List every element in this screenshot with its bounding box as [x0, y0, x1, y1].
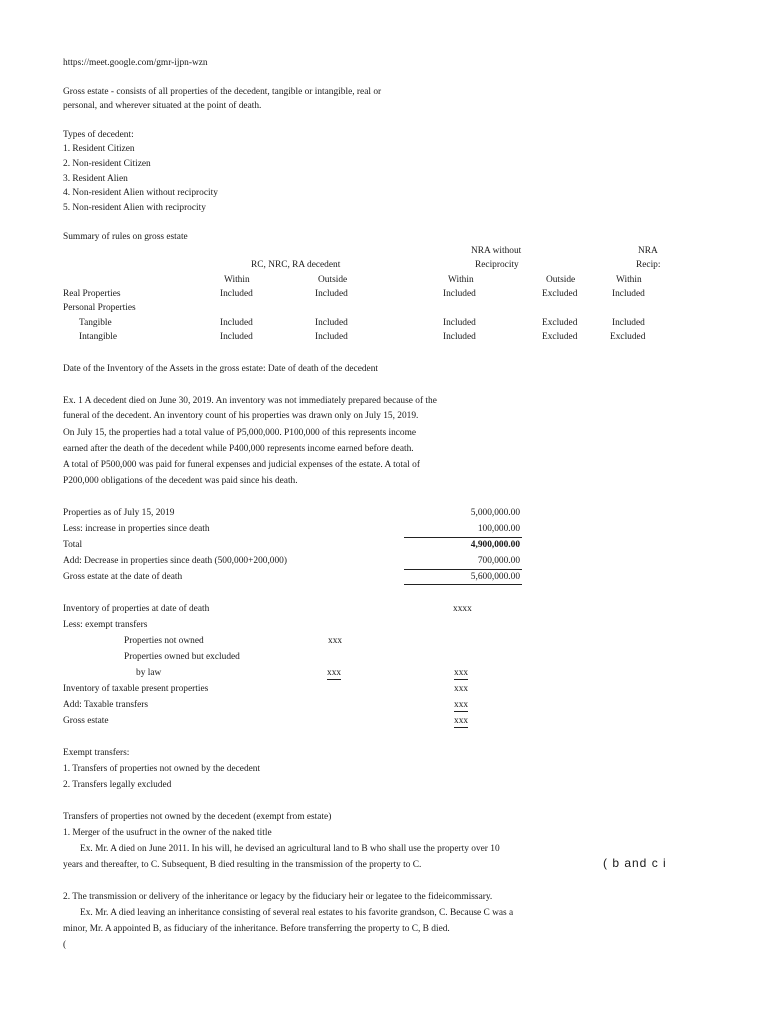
section-heading: Transfers of properties not owned by the decedent (exempt from estate) — [63, 812, 332, 822]
computation-label: Properties as of July 15, 2019 — [63, 508, 175, 518]
exempt-item: 2. Transfers legally excluded — [63, 780, 172, 790]
exempt-heading: Exempt transfers: — [63, 748, 130, 758]
example1-line: P200,000 obligations of the decedent was paid since his death. — [63, 476, 298, 486]
side-note: ( b and c i — [603, 856, 667, 870]
cell: Included — [220, 289, 253, 299]
format-amount: xxx — [328, 636, 343, 646]
col-within: Within — [448, 275, 474, 285]
computation-label: Total — [63, 540, 83, 550]
cell: Included — [443, 318, 476, 328]
example1-line: Ex. 1 A decedent died on June 30, 2019. An inventory was not immediately prepared because of the — [63, 396, 437, 406]
example-line: years and thereafter, to C. Subsequent, B died resulting in the transmission of the property to C. — [63, 860, 422, 870]
group-nra-recip-line2: Recip: — [636, 260, 661, 270]
cell: Included — [220, 332, 253, 342]
row-label: Intangible — [79, 332, 118, 342]
subtotal-rule — [404, 569, 522, 570]
computation-amount: 5,000,000.00 — [470, 508, 520, 518]
definition-line-2: personal, and wherever situated at the point of death. — [63, 101, 262, 111]
col-outside: Outside — [546, 275, 576, 285]
cell: Excluded — [542, 318, 578, 328]
example-line: minor, Mr. A appointed B, as fiduciary of the inheritance. Before transferring the property to C, B died. — [63, 924, 450, 934]
cell: Included — [612, 289, 645, 299]
type-item: 4. Non-resident Alien without reciprocity — [63, 188, 218, 198]
row-label: Personal Properties — [63, 303, 136, 313]
col-within: Within — [224, 275, 250, 285]
computation-amount: 5,600,000.00 — [470, 572, 520, 582]
format-amount: xxx — [327, 669, 341, 680]
group-nra-without-line2: Reciprocity — [475, 260, 519, 270]
summary-title: Summary of rules on gross estate — [63, 232, 188, 242]
types-heading: Types of decedent: — [63, 130, 134, 140]
example1-line: earned after the death of the decedent while P400,000 represents income earned before death. — [63, 444, 414, 454]
meeting-link[interactable]: https://meet.google.com/gmr-ijpn-wzn — [63, 58, 208, 68]
cell: Excluded — [542, 332, 578, 342]
group-rc-nrc-ra: RC, NRC, RA decedent — [251, 260, 341, 270]
format-amount: xxxx — [453, 604, 472, 614]
computation-label: Gross estate at the date of death — [63, 572, 183, 582]
cell: Excluded — [542, 289, 578, 299]
format-line: Properties not owned — [124, 636, 204, 646]
format-line: Inventory of taxable present properties — [63, 684, 209, 694]
cell: Excluded — [610, 332, 646, 342]
example1-line: A total of P500,000 was paid for funeral expenses and judicial expenses of the estate. A total of — [63, 460, 420, 470]
format-amount: xxx — [454, 701, 468, 712]
cell: Included — [443, 289, 476, 299]
type-item: 3. Resident Alien — [63, 174, 128, 184]
total-rule — [404, 584, 522, 585]
computation-label: Less: increase in properties since death — [63, 524, 210, 534]
inventory-date-rule: Date of the Inventory of the Assets in the gross estate: Date of death of the decedent — [63, 364, 379, 374]
example1-line: funeral of the decedent. An inventory count of his properties was drawn only on July 15, 2019. — [63, 411, 419, 421]
computation-amount: 4,900,000.00 — [470, 540, 520, 550]
type-item: 5. Non-resident Alien with reciprocity — [63, 203, 206, 213]
format-line: by law — [136, 668, 162, 678]
col-within: Within — [616, 275, 642, 285]
format-line: Inventory of properties at date of death — [63, 604, 210, 614]
row-label: Real Properties — [63, 289, 121, 299]
example-line: Ex. Mr. A died on June 2011. In his will, he devised an agricultural land to B who shall use the property over 10 — [80, 844, 500, 854]
example1-line: On July 15, the properties had a total value of P5,000,000. P100,000 of this represents income — [63, 428, 417, 438]
definition-line-1: Gross estate - consists of all properties of the decedent, tangible or intangible, real or — [63, 87, 382, 97]
format-line: Gross estate — [63, 716, 109, 726]
format-amount: xxx — [454, 717, 468, 728]
computation-amount: 100,000.00 — [477, 524, 520, 534]
computation-label: Add: Decrease in properties since death (500,000+200,000) — [63, 556, 287, 566]
cell: Included — [315, 289, 348, 299]
type-item: 2. Non-resident Citizen — [63, 159, 151, 169]
computation-amount: 700,000.00 — [477, 556, 520, 566]
cell: Included — [443, 332, 476, 342]
format-line: Add: Taxable transfers — [63, 700, 149, 710]
group-nra-recip-line1: NRA — [638, 246, 658, 256]
cell: Included — [220, 318, 253, 328]
format-line: Less: exempt transfers — [63, 620, 148, 630]
cell: Included — [315, 332, 348, 342]
trailing-paren: ( — [63, 940, 67, 950]
col-outside: Outside — [318, 275, 348, 285]
example-line: Ex. Mr. A died leaving an inheritance consisting of several real estates to his favorite grandson, C. Because C was a — [80, 908, 514, 918]
format-line: Properties owned but excluded — [124, 652, 240, 662]
section-item: 1. Merger of the usufruct in the owner of the naked title — [63, 828, 272, 838]
type-item: 1. Resident Citizen — [63, 144, 135, 154]
exempt-item: 1. Transfers of properties not owned by the decedent — [63, 764, 261, 774]
format-amount: xxx — [454, 669, 468, 680]
format-amount: xxx — [454, 684, 469, 694]
group-nra-without-line1: NRA without — [471, 246, 522, 256]
cell: Included — [315, 318, 348, 328]
row-label: Tangible — [79, 318, 112, 328]
subtotal-rule — [404, 537, 522, 538]
cell: Included — [612, 318, 645, 328]
section-item: 2. The transmission or delivery of the inheritance or legacy by the fiduciary heir or legatee to the fideicommissary. — [63, 892, 493, 902]
